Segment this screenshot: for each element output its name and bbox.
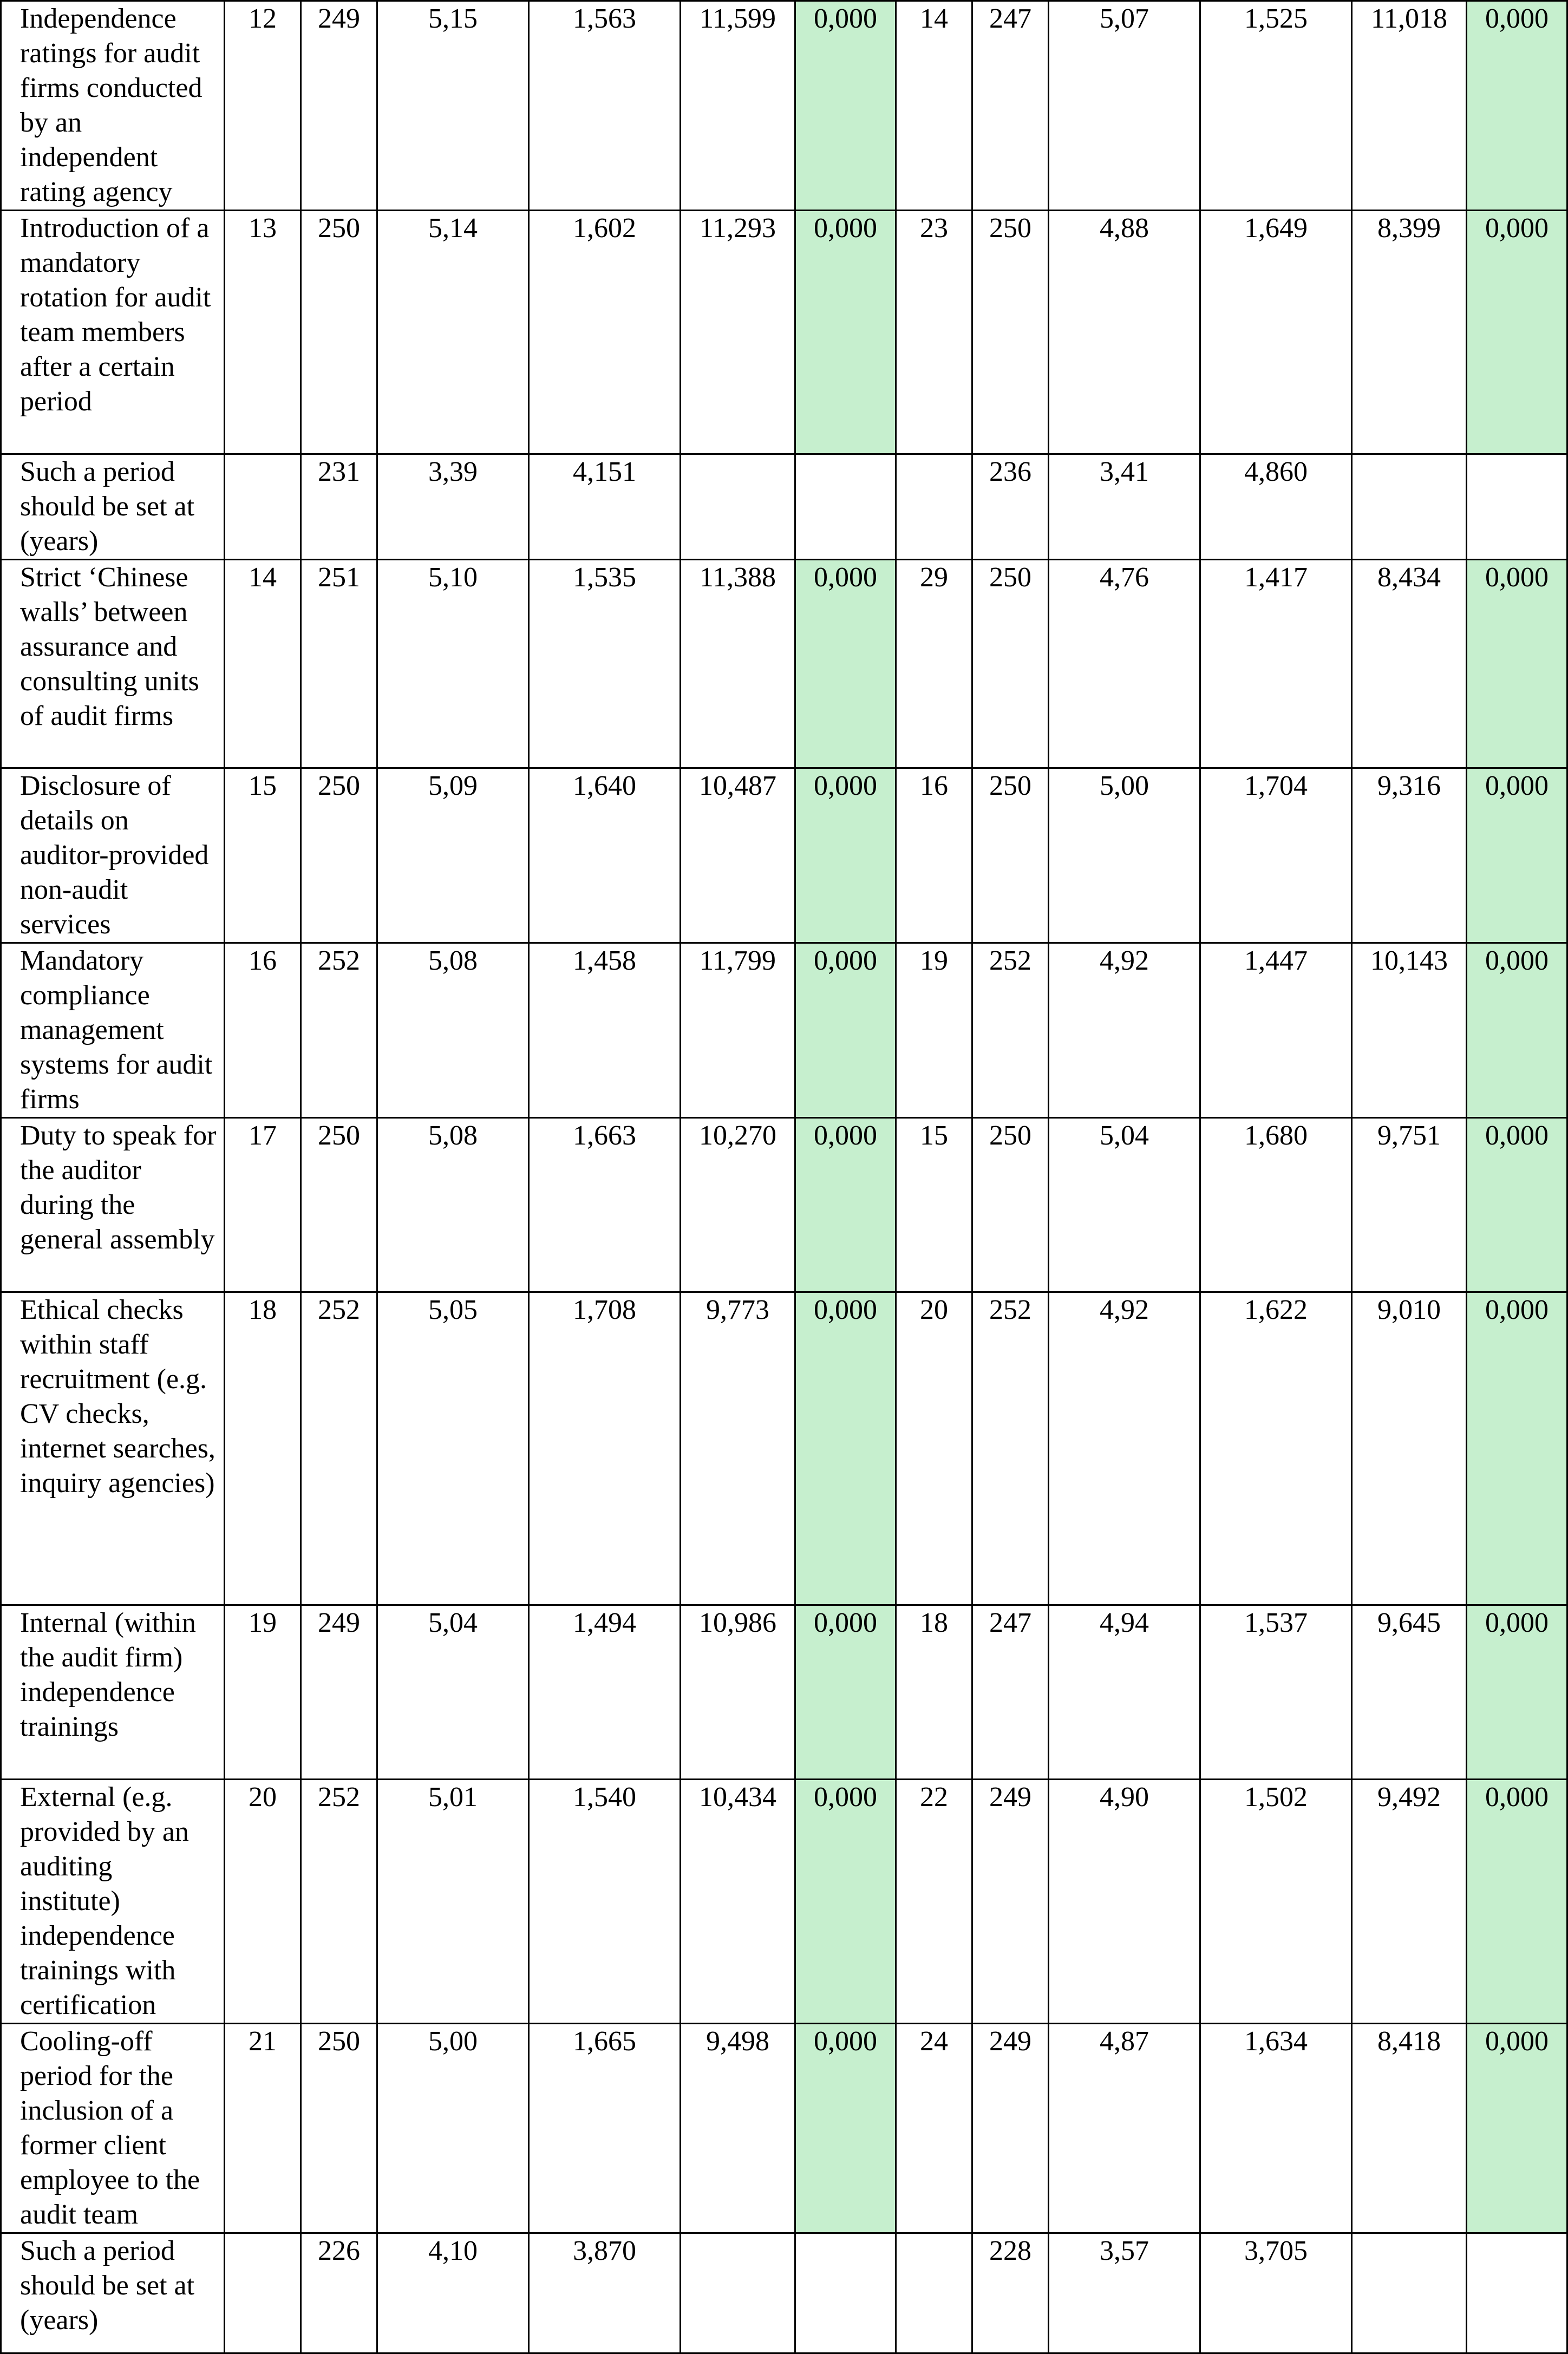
table-row bbox=[1, 211, 1567, 454]
group2-n-cell: 236 bbox=[972, 454, 1049, 560]
group2-n-cell: 250 bbox=[972, 1118, 1049, 1292]
group1-t-cell: 11,599 bbox=[681, 1, 795, 211]
group1-sd-cell: 1,640 bbox=[529, 768, 681, 943]
group1-t-cell: 10,434 bbox=[681, 1780, 795, 2024]
group1-n-cell: 249 bbox=[301, 1605, 377, 1780]
group2-n-cell: 228 bbox=[972, 2233, 1049, 2353]
group2-rank-cell: 19 bbox=[896, 943, 972, 1118]
table-row bbox=[1, 1, 1567, 211]
group1-n-cell: 250 bbox=[301, 2024, 377, 2233]
group2-n-cell: 247 bbox=[972, 1605, 1049, 1780]
group1-p-cell: 0,000 bbox=[795, 211, 896, 454]
group2-sd-cell: 1,622 bbox=[1200, 1292, 1352, 1605]
group2-mean-cell: 5,04 bbox=[1049, 1118, 1200, 1292]
group1-mean-cell: 5,15 bbox=[377, 1, 529, 211]
group1-rank-cell: 12 bbox=[225, 1, 301, 211]
group2-p-cell: 0,000 bbox=[1467, 1292, 1567, 1605]
row-label: Mandatory compliance management systems for audit firms bbox=[1, 943, 225, 1118]
group2-rank-cell: 18 bbox=[896, 1605, 972, 1780]
table-row bbox=[1, 1605, 1567, 1780]
group2-t-cell bbox=[1352, 2233, 1467, 2353]
group1-sd-cell: 1,563 bbox=[529, 1, 681, 211]
group1-p-cell: 0,000 bbox=[795, 1292, 896, 1605]
group2-sd-cell: 4,860 bbox=[1200, 454, 1352, 560]
row-label: Such a period should be set at (years) bbox=[1, 2233, 225, 2353]
group1-mean-cell: 3,39 bbox=[377, 454, 529, 560]
group1-sd-cell: 1,458 bbox=[529, 943, 681, 1118]
group1-t-cell: 9,498 bbox=[681, 2024, 795, 2233]
group1-rank-cell: 15 bbox=[225, 768, 301, 943]
group2-t-cell: 8,418 bbox=[1352, 2024, 1467, 2233]
group2-mean-cell: 4,88 bbox=[1049, 211, 1200, 454]
group2-mean-cell: 5,07 bbox=[1049, 1, 1200, 211]
group1-t-cell bbox=[681, 454, 795, 560]
table-row bbox=[1, 1118, 1567, 1292]
group2-p-cell: 0,000 bbox=[1467, 2024, 1567, 2233]
group2-n-cell: 250 bbox=[972, 768, 1049, 943]
group1-p-cell: 0,000 bbox=[795, 1780, 896, 2024]
group1-t-cell: 11,293 bbox=[681, 211, 795, 454]
group1-t-cell: 9,773 bbox=[681, 1292, 795, 1605]
group2-mean-cell: 4,94 bbox=[1049, 1605, 1200, 1780]
group1-mean-cell: 5,09 bbox=[377, 768, 529, 943]
group1-rank-cell bbox=[225, 2233, 301, 2353]
group1-mean-cell: 4,10 bbox=[377, 2233, 529, 2353]
group1-t-cell bbox=[681, 2233, 795, 2353]
group1-sd-cell: 1,665 bbox=[529, 2024, 681, 2233]
group1-mean-cell: 5,08 bbox=[377, 1118, 529, 1292]
group1-sd-cell: 1,494 bbox=[529, 1605, 681, 1780]
group2-n-cell: 252 bbox=[972, 943, 1049, 1118]
group2-sd-cell: 3,705 bbox=[1200, 2233, 1352, 2353]
group2-p-cell bbox=[1467, 454, 1567, 560]
row-label: Disclosure of details on auditor-provided non-audit services bbox=[1, 768, 225, 943]
group2-rank-cell bbox=[896, 2233, 972, 2353]
group1-n-cell: 249 bbox=[301, 1, 377, 211]
group2-rank-cell bbox=[896, 454, 972, 560]
row-label: Strict ‘Chinese walls’ between assurance and consulting units of audit firms bbox=[1, 560, 225, 768]
group1-mean-cell: 5,04 bbox=[377, 1605, 529, 1780]
table-row bbox=[1, 1780, 1567, 2024]
group2-sd-cell: 1,704 bbox=[1200, 768, 1352, 943]
group2-sd-cell: 1,417 bbox=[1200, 560, 1352, 768]
group1-sd-cell: 1,535 bbox=[529, 560, 681, 768]
group2-sd-cell: 1,680 bbox=[1200, 1118, 1352, 1292]
group2-rank-cell: 29 bbox=[896, 560, 972, 768]
group2-p-cell: 0,000 bbox=[1467, 211, 1567, 454]
group2-t-cell: 9,492 bbox=[1352, 1780, 1467, 2024]
group2-t-cell: 10,143 bbox=[1352, 943, 1467, 1118]
group2-n-cell: 249 bbox=[972, 1780, 1049, 2024]
group2-t-cell: 11,018 bbox=[1352, 1, 1467, 211]
group2-mean-cell: 4,92 bbox=[1049, 1292, 1200, 1605]
group1-rank-cell: 14 bbox=[225, 560, 301, 768]
group2-mean-cell: 4,76 bbox=[1049, 560, 1200, 768]
group2-p-cell: 0,000 bbox=[1467, 943, 1567, 1118]
group2-rank-cell: 23 bbox=[896, 211, 972, 454]
table-row bbox=[1, 2233, 1567, 2353]
group2-p-cell: 0,000 bbox=[1467, 1605, 1567, 1780]
group2-n-cell: 250 bbox=[972, 211, 1049, 454]
row-label: Ethical checks within staff recruitment (e.g. CV checks, internet searches, inquiry agencies) bbox=[1, 1292, 225, 1605]
table-row bbox=[1, 2024, 1567, 2233]
group2-mean-cell: 4,92 bbox=[1049, 943, 1200, 1118]
group2-sd-cell: 1,502 bbox=[1200, 1780, 1352, 2024]
group2-mean-cell: 5,00 bbox=[1049, 768, 1200, 943]
group1-n-cell: 252 bbox=[301, 943, 377, 1118]
group2-n-cell: 250 bbox=[972, 560, 1049, 768]
group1-n-cell: 252 bbox=[301, 1292, 377, 1605]
row-label: Cooling-off period for the inclusion of a former client employee to the audit team bbox=[1, 2024, 225, 2233]
group1-p-cell: 0,000 bbox=[795, 943, 896, 1118]
group2-p-cell: 0,000 bbox=[1467, 1, 1567, 211]
group1-t-cell: 10,986 bbox=[681, 1605, 795, 1780]
row-label: Such a period should be set at (years) bbox=[1, 454, 225, 560]
group2-t-cell: 9,316 bbox=[1352, 768, 1467, 943]
group1-t-cell: 10,270 bbox=[681, 1118, 795, 1292]
table-row bbox=[1, 1292, 1567, 1605]
group1-p-cell: 0,000 bbox=[795, 560, 896, 768]
group2-t-cell: 9,010 bbox=[1352, 1292, 1467, 1605]
group1-p-cell: 0,000 bbox=[795, 768, 896, 943]
group1-rank-cell: 13 bbox=[225, 211, 301, 454]
group2-rank-cell: 24 bbox=[896, 2024, 972, 2233]
table-row bbox=[1, 454, 1567, 560]
group1-p-cell: 0,000 bbox=[795, 1118, 896, 1292]
group1-rank-cell: 20 bbox=[225, 1780, 301, 2024]
group2-p-cell: 0,000 bbox=[1467, 768, 1567, 943]
group2-rank-cell: 16 bbox=[896, 768, 972, 943]
group2-t-cell bbox=[1352, 454, 1467, 560]
group1-sd-cell: 1,663 bbox=[529, 1118, 681, 1292]
group1-rank-cell: 19 bbox=[225, 1605, 301, 1780]
group1-p-cell bbox=[795, 2233, 896, 2353]
group1-rank-cell: 18 bbox=[225, 1292, 301, 1605]
group1-p-cell bbox=[795, 454, 896, 560]
table-row bbox=[1, 943, 1567, 1118]
row-label: Introduction of a mandatory rotation for audit team members after a certain period bbox=[1, 211, 225, 454]
group1-rank-cell bbox=[225, 454, 301, 560]
table-row bbox=[1, 768, 1567, 943]
group2-n-cell: 249 bbox=[972, 2024, 1049, 2233]
group1-p-cell: 0,000 bbox=[795, 1605, 896, 1780]
group1-mean-cell: 5,01 bbox=[377, 1780, 529, 2024]
row-label: External (e.g. provided by an auditing institute) independence trainings with certification bbox=[1, 1780, 225, 2024]
group2-mean-cell: 3,41 bbox=[1049, 454, 1200, 560]
group2-p-cell: 0,000 bbox=[1467, 1118, 1567, 1292]
group2-sd-cell: 1,447 bbox=[1200, 943, 1352, 1118]
group2-sd-cell: 1,525 bbox=[1200, 1, 1352, 211]
group2-mean-cell: 4,87 bbox=[1049, 2024, 1200, 2233]
row-label: Independence ratings for audit firms conducted by an independent rating agency bbox=[1, 1, 225, 211]
group1-sd-cell: 1,708 bbox=[529, 1292, 681, 1605]
group1-sd-cell: 1,602 bbox=[529, 211, 681, 454]
group1-sd-cell: 1,540 bbox=[529, 1780, 681, 2024]
group2-sd-cell: 1,649 bbox=[1200, 211, 1352, 454]
group2-t-cell: 8,434 bbox=[1352, 560, 1467, 768]
group1-rank-cell: 16 bbox=[225, 943, 301, 1118]
group1-mean-cell: 5,14 bbox=[377, 211, 529, 454]
group2-p-cell: 0,000 bbox=[1467, 1780, 1567, 2024]
group2-mean-cell: 3,57 bbox=[1049, 2233, 1200, 2353]
group1-mean-cell: 5,10 bbox=[377, 560, 529, 768]
group1-t-cell: 11,799 bbox=[681, 943, 795, 1118]
group1-n-cell: 231 bbox=[301, 454, 377, 560]
group2-rank-cell: 14 bbox=[896, 1, 972, 211]
group2-t-cell: 8,399 bbox=[1352, 211, 1467, 454]
group2-mean-cell: 4,90 bbox=[1049, 1780, 1200, 2024]
group1-mean-cell: 5,05 bbox=[377, 1292, 529, 1605]
group1-n-cell: 250 bbox=[301, 211, 377, 454]
group2-n-cell: 252 bbox=[972, 1292, 1049, 1605]
group2-sd-cell: 1,537 bbox=[1200, 1605, 1352, 1780]
row-label: Internal (within the audit firm) independence trainings bbox=[1, 1605, 225, 1780]
group1-mean-cell: 5,08 bbox=[377, 943, 529, 1118]
group2-n-cell: 247 bbox=[972, 1, 1049, 211]
group1-t-cell: 10,487 bbox=[681, 768, 795, 943]
group1-mean-cell: 5,00 bbox=[377, 2024, 529, 2233]
group1-p-cell: 0,000 bbox=[795, 1, 896, 211]
group1-n-cell: 250 bbox=[301, 1118, 377, 1292]
group2-rank-cell: 15 bbox=[896, 1118, 972, 1292]
group1-n-cell: 251 bbox=[301, 560, 377, 768]
group1-n-cell: 226 bbox=[301, 2233, 377, 2353]
group1-rank-cell: 21 bbox=[225, 2024, 301, 2233]
group2-rank-cell: 22 bbox=[896, 1780, 972, 2024]
group2-sd-cell: 1,634 bbox=[1200, 2024, 1352, 2233]
group1-p-cell: 0,000 bbox=[795, 2024, 896, 2233]
table-body bbox=[1, 1, 1567, 2353]
group2-rank-cell: 20 bbox=[896, 1292, 972, 1605]
row-label: Duty to speak for the auditor during the general assembly bbox=[1, 1118, 225, 1292]
group1-sd-cell: 3,870 bbox=[529, 2233, 681, 2353]
group1-t-cell: 11,388 bbox=[681, 560, 795, 768]
group1-n-cell: 252 bbox=[301, 1780, 377, 2024]
group2-t-cell: 9,645 bbox=[1352, 1605, 1467, 1780]
group1-sd-cell: 4,151 bbox=[529, 454, 681, 560]
group1-n-cell: 250 bbox=[301, 768, 377, 943]
group2-p-cell bbox=[1467, 2233, 1567, 2353]
group2-p-cell: 0,000 bbox=[1467, 560, 1567, 768]
group2-t-cell: 9,751 bbox=[1352, 1118, 1467, 1292]
group1-rank-cell: 17 bbox=[225, 1118, 301, 1292]
table-row bbox=[1, 560, 1567, 768]
